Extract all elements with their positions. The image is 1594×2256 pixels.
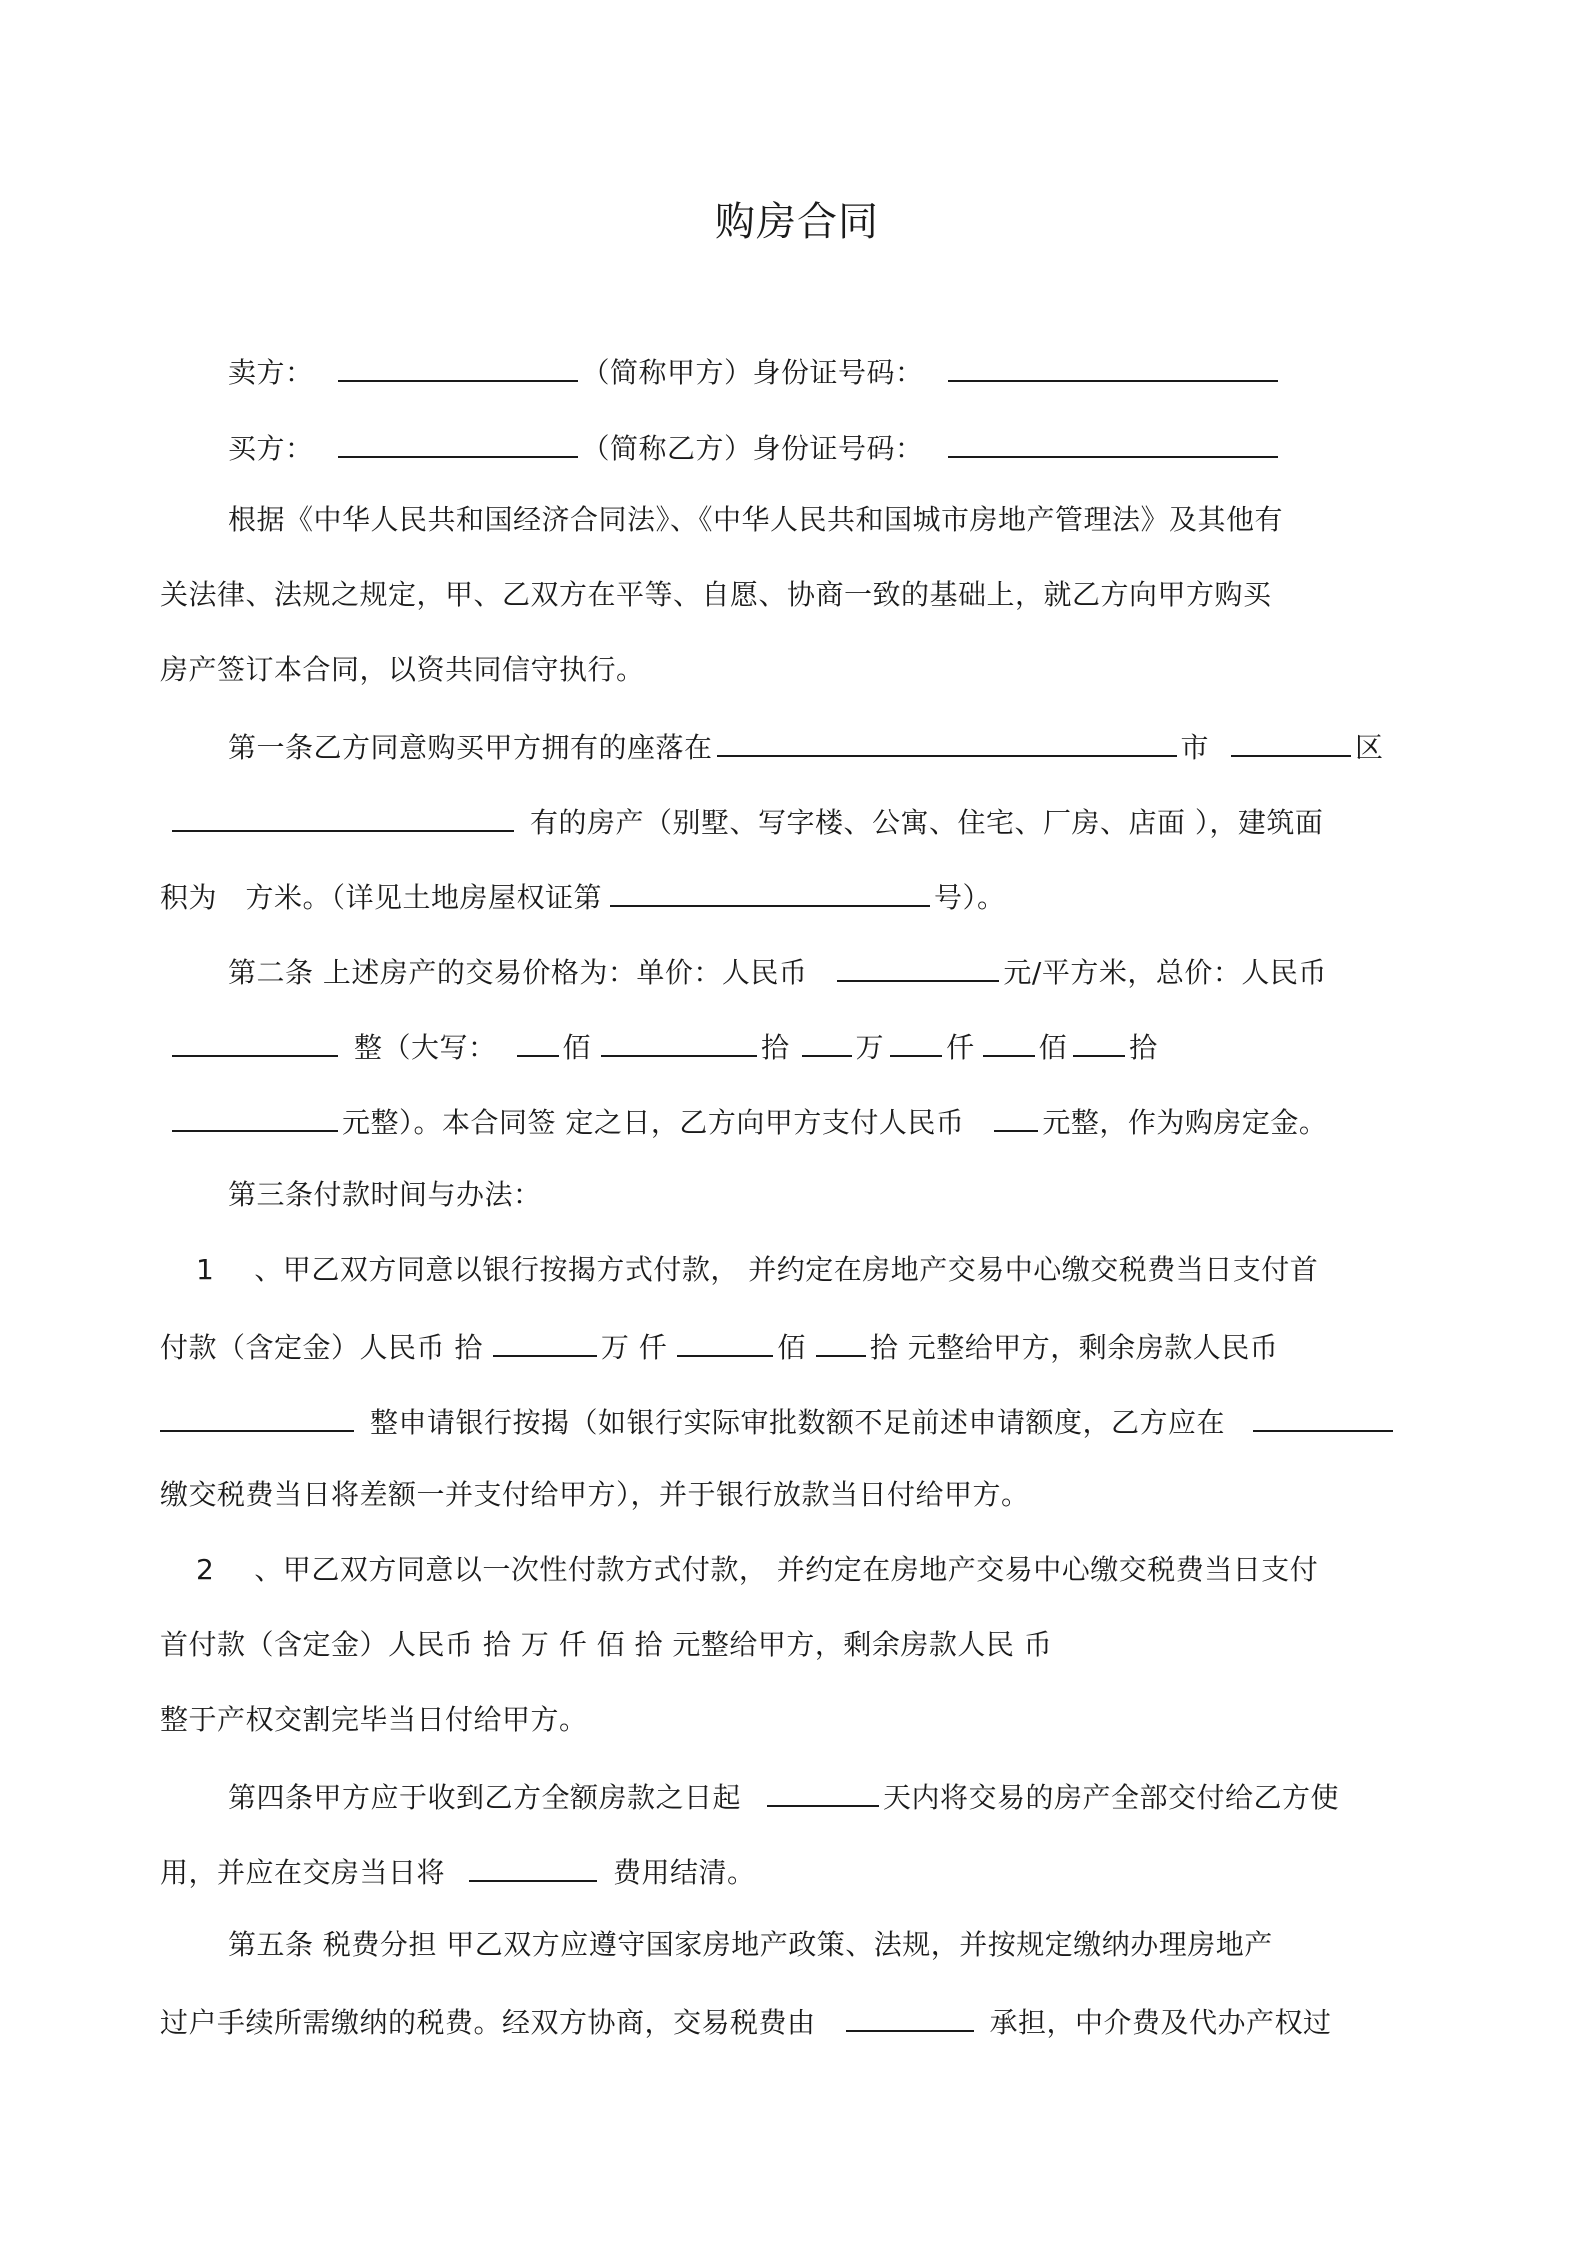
capital-bai2-blank (983, 1025, 1035, 1057)
item2-text-1: 、甲乙双方同意以一次性付款方式付款， 并约定在房地产交易中心缴交税费当日支付 (254, 1553, 1319, 1586)
unit-bai-1: 佰 (562, 1031, 592, 1064)
item1-wan-blank (493, 1325, 597, 1357)
item1-text-2b: 万 仟 (600, 1331, 668, 1364)
item1-text-3: 整申请银行按揭（如银行实际审批数额不足前述申请额度，乙方应在 (370, 1406, 1226, 1439)
article5-line-1: 第五条 税费分担 甲乙双方应遵守国家房地产政策、法规，并按规定缴纳办理房地产 (228, 1928, 1273, 1961)
article4-text-1b: 天内将交易的房产全部交付给乙方使 (883, 1781, 1340, 1814)
article3-heading: 第三条付款时间与办法： (228, 1178, 542, 1211)
buyer-line (228, 426, 1282, 469)
unit-shi-1: 拾 (761, 1031, 790, 1064)
item1-text-1: 、甲乙双方同意以银行按揭方式付款， 并约定在房地产交易中心缴交税费当日支付首 (254, 1253, 1319, 1286)
item1-bai-blank (677, 1325, 773, 1357)
article1-text: 第一条乙方同意购买甲方拥有的座落在 (228, 731, 713, 764)
capital-shi-blank (601, 1025, 757, 1057)
location-blank (717, 725, 1177, 757)
article4-text-2a: 用，并应在交房当日将 (160, 1856, 446, 1889)
capital-qian-blank (890, 1025, 942, 1057)
seller-label: 卖方： (228, 356, 314, 389)
article2-unit: 元/平方米，总价：人民币 (1003, 956, 1327, 989)
article1-line-3 (160, 875, 1006, 918)
article2-deposit-text: 元整）。本合同签 定之日，乙方向甲方支付人民币 (342, 1106, 965, 1139)
preamble-line-1: 根据《中华人民共和国经济合同法》、《中华人民共和国城市房地产管理法》及其他有 (228, 503, 1284, 536)
delivery-days-blank (767, 1775, 879, 1807)
city-label: 市 (1180, 731, 1210, 764)
party-b-abbr: （简称乙方）身份证号码： (581, 432, 924, 465)
unit-shi-2: 拾 (1129, 1031, 1158, 1064)
unit-qian: 仟 (946, 1031, 975, 1064)
article3-item1-line-1 (196, 1250, 1318, 1290)
article4-text-1a: 第四条甲方应于收到乙方全额房款之日起 (228, 1781, 742, 1814)
fees-blank (469, 1850, 597, 1882)
capital-bai-blank (517, 1025, 559, 1057)
certificate-number-blank (610, 875, 930, 907)
item2-number: 2 (196, 1553, 215, 1586)
unit-bai-2: 佰 (1038, 1031, 1068, 1064)
unit-price-blank (837, 950, 999, 982)
buyer-label: 买方： (228, 432, 314, 465)
item1-shi-blank (816, 1325, 866, 1357)
preamble-line-2: 关法律、法规之规定，甲、乙双方在平等、自愿、协商一致的基础上，就乙方向甲方购买 (160, 578, 1272, 611)
article2-line-3 (172, 1100, 1327, 1143)
address-blank (172, 800, 514, 832)
mortgage-amount-blank (160, 1400, 354, 1432)
article2-line-1 (228, 950, 1327, 993)
buyer-id-blank (948, 426, 1278, 458)
article3-item1-line-3 (160, 1400, 1397, 1443)
article3-item1-line-2 (160, 1325, 1278, 1368)
article1-property-types: 有的房产（别墅、写字楼、公寓、住宅、厂房、店面 ），建筑面 (530, 806, 1324, 839)
article1-line-1 (228, 725, 1384, 768)
yuan-blank (172, 1100, 338, 1132)
difference-date-blank (1253, 1400, 1393, 1432)
article1-area-text: 积为 方米。（详见土地房屋权证第 (160, 881, 603, 914)
article3-item1-line-4: 缴交税费当日将差额一并支付给甲方），并于银行放款当日付给甲方。 (160, 1478, 1030, 1511)
unit-wan: 万 (855, 1031, 885, 1064)
party-a-abbr: （简称甲方）身份证号码： (581, 356, 924, 389)
article4-line-2 (160, 1850, 756, 1893)
seller-line (228, 350, 1282, 393)
document-title: 购房合同 (715, 199, 879, 245)
capital-shi2-blank (1073, 1025, 1125, 1057)
article5-line-2 (160, 2000, 1332, 2043)
tax-bearer-blank (846, 2000, 974, 2032)
article3-item2-line-3: 整于产权交割完毕当日付给甲方。 (160, 1703, 588, 1736)
buyer-name-blank (338, 426, 578, 458)
article1-end: 号）。 (934, 881, 1006, 914)
article4-line-1 (228, 1775, 1339, 1818)
district-blank (1231, 725, 1351, 757)
total-price-blank (172, 1025, 338, 1057)
item1-number: 1 (196, 1253, 215, 1286)
capital-wan-blank (802, 1025, 852, 1057)
seller-id-blank (948, 350, 1278, 382)
article5-text-2b: 承担，中介费及代办产权过 (989, 2006, 1332, 2039)
article5-text-2a: 过户手续所需缴纳的税费。经双方协商，交易税费由 (160, 2006, 816, 2039)
seller-name-blank (338, 350, 578, 382)
item1-text-2c: 佰 (777, 1331, 806, 1364)
article1-line-2 (172, 800, 1323, 843)
article3-item2-line-1 (196, 1550, 1318, 1590)
article2-capital-label: 整（大写： (354, 1031, 497, 1064)
article2-line-2 (172, 1025, 1158, 1068)
article4-text-2b: 费用结清。 (613, 1856, 756, 1889)
item1-text-2a: 付款（含定金）人民币 拾 (160, 1331, 483, 1364)
article2-text: 第二条 上述房产的交易价格为：单价：人民币 (228, 956, 808, 989)
district-label: 区 (1355, 731, 1384, 764)
preamble-line-3: 房产签订本合同，以资共同信守执行。 (160, 653, 645, 686)
item1-text-2d: 拾 元整给甲方，剩余房款人民币 (869, 1331, 1279, 1364)
article3-item2-line-2: 首付款（含定金）人民币 拾 万 仟 佰 拾 元整给甲方，剩余房款人民 币 (160, 1628, 1053, 1661)
deposit-blank (994, 1100, 1038, 1132)
article2-deposit-end: 元整，作为购房定金。 (1042, 1106, 1328, 1139)
